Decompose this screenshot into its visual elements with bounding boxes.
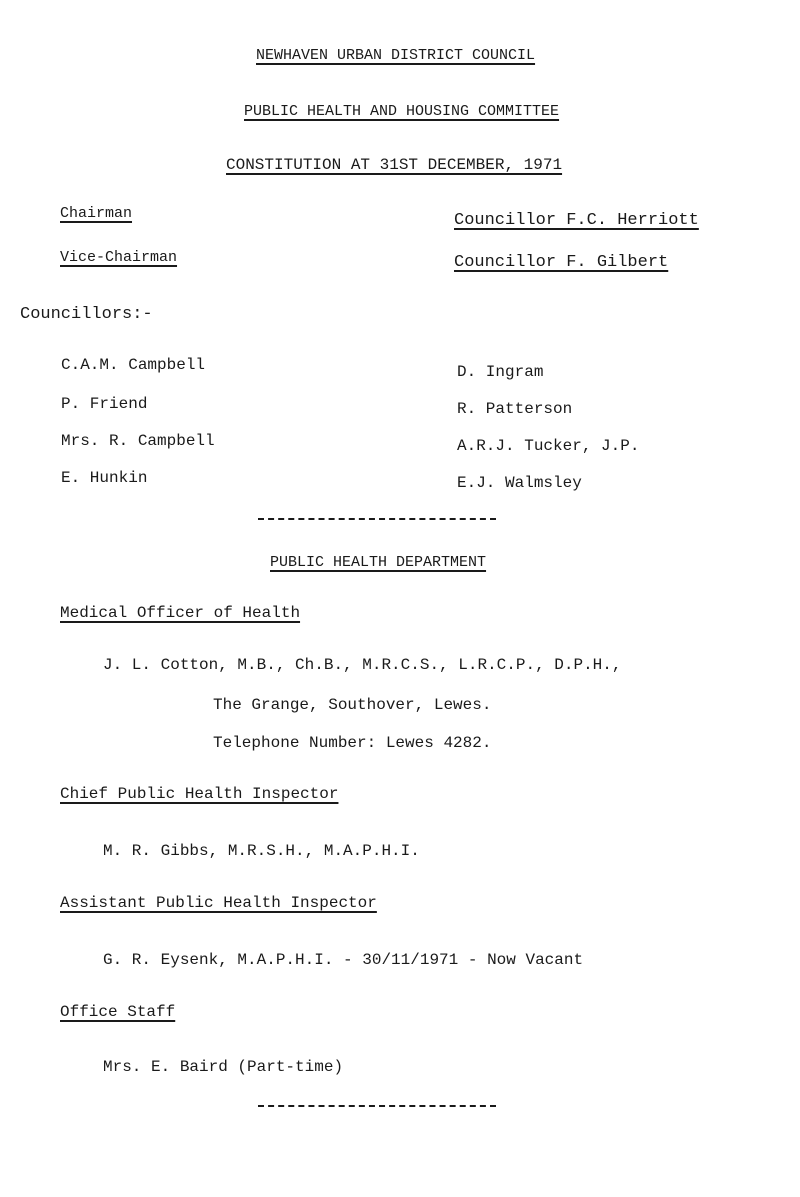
councillor-right-4: E.J. Walmsley: [457, 474, 582, 492]
cphi-name: M. R. Gibbs, M.R.S.H., M.A.P.H.I.: [103, 842, 420, 860]
councillor-right-1: D. Ingram: [457, 363, 544, 381]
councillor-left-4: E. Hunkin: [61, 469, 148, 487]
councillor-right-3: A.R.J. Tucker, J.P.: [457, 437, 640, 455]
aphi-name: G. R. Eysenk, M.A.P.H.I. - 30/11/1971 - Now Vacant: [103, 951, 584, 969]
councillors-heading: Councillors:-: [20, 305, 153, 324]
staff-heading: Office Staff: [60, 1003, 176, 1021]
councillor-left-2: P. Friend: [61, 395, 148, 413]
councillor-left-1: C.A.M. Campbell: [61, 356, 206, 374]
department-title: PUBLIC HEALTH DEPARTMENT: [270, 554, 487, 571]
committee-title: PUBLIC HEALTH AND HOUSING COMMITTEE: [244, 103, 560, 120]
council-title: NEWHAVEN URBAN DISTRICT COUNCIL: [256, 47, 536, 64]
vice-chairman-name: Councillor F. Gilbert: [454, 253, 669, 272]
moh-address: The Grange, Southover, Lewes.: [213, 696, 492, 714]
section-divider: [258, 518, 496, 520]
staff-name: Mrs. E. Baird (Part-time): [103, 1058, 344, 1076]
moh-heading: Medical Officer of Health: [60, 604, 301, 622]
constitution-date: CONSTITUTION AT 31ST DECEMBER, 1971: [226, 156, 563, 174]
chairman-label: Chairman: [60, 205, 133, 222]
councillor-left-3: Mrs. R. Campbell: [61, 432, 215, 450]
moh-name: J. L. Cotton, M.B., Ch.B., M.R.C.S., L.R.C.P., D.P.H.,: [103, 656, 622, 674]
aphi-heading: Assistant Public Health Inspector: [60, 894, 377, 912]
vice-chairman-label: Vice-Chairman: [60, 249, 178, 266]
councillor-right-2: R. Patterson: [457, 400, 573, 418]
chairman-name: Councillor F.C. Herriott: [454, 211, 699, 230]
moh-phone: Telephone Number: Lewes 4282.: [213, 734, 492, 752]
end-divider: [258, 1105, 496, 1107]
cphi-heading: Chief Public Health Inspector: [60, 785, 339, 803]
